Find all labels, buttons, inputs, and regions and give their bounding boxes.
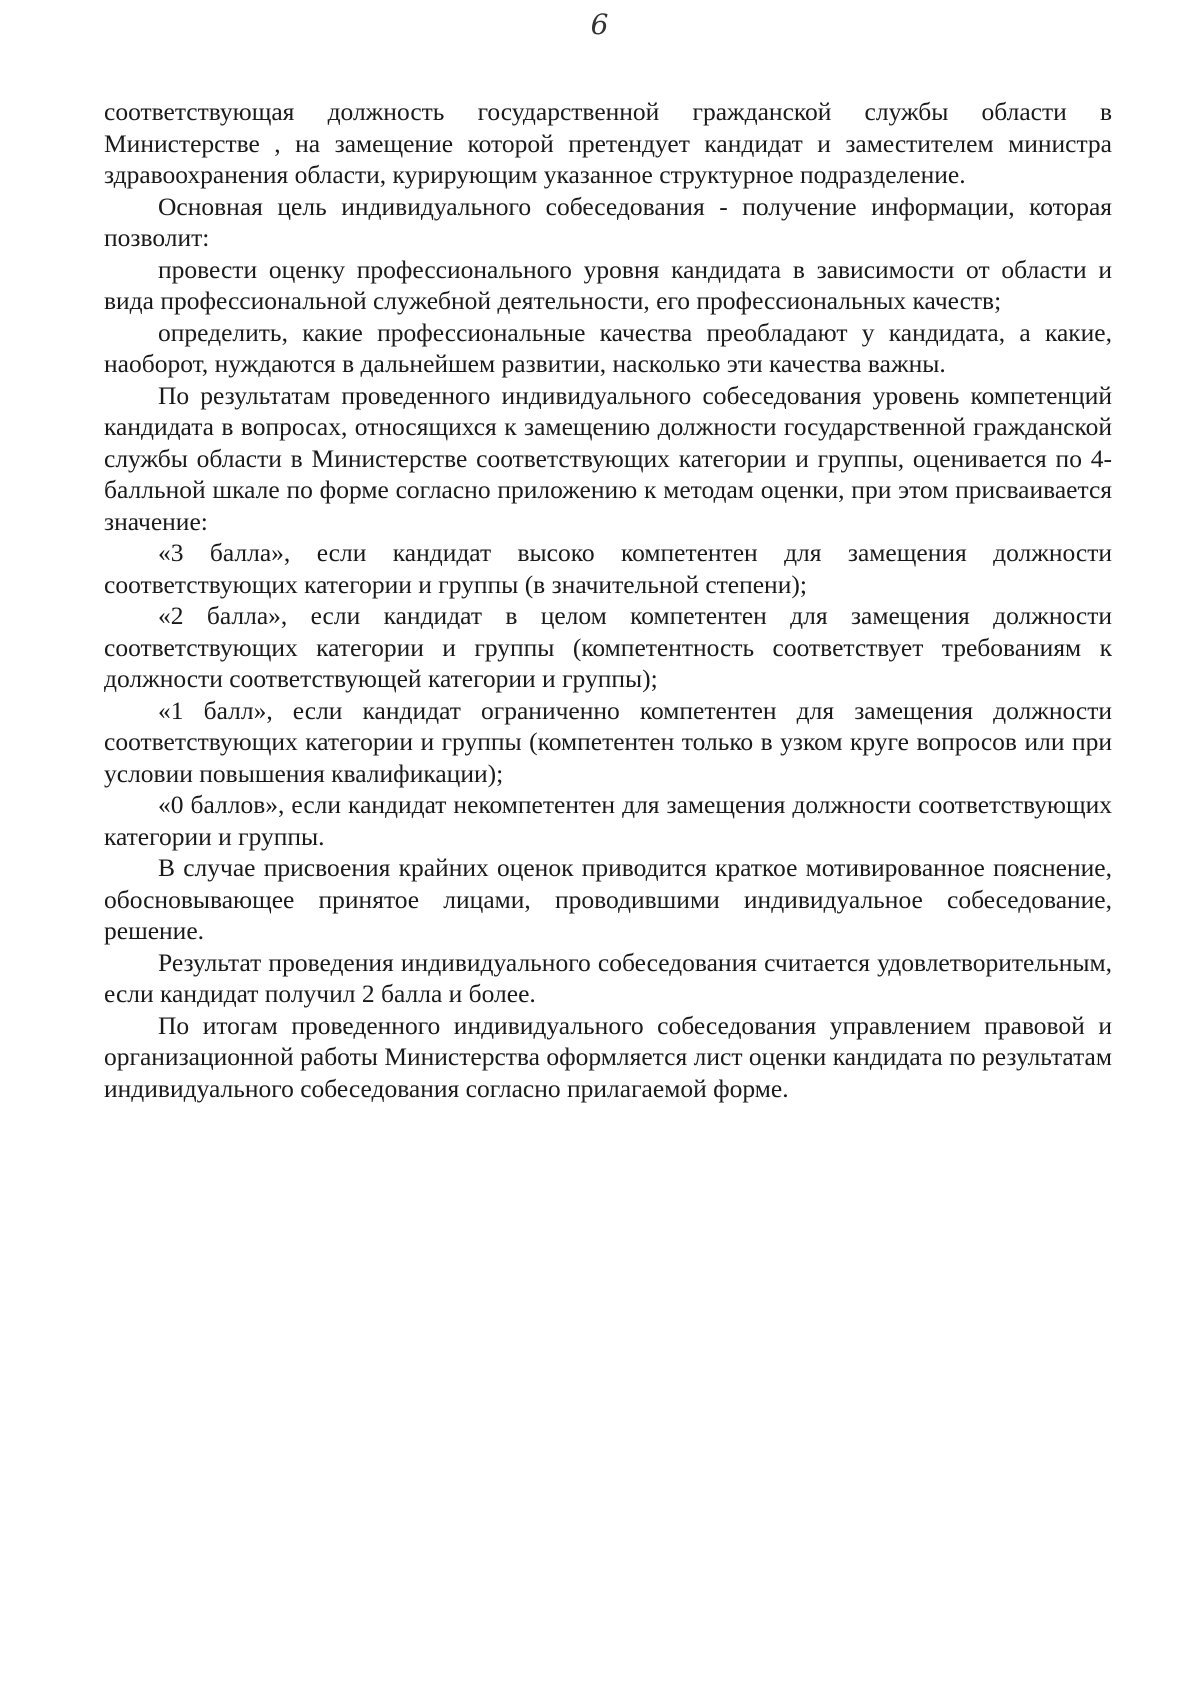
page-number: 6 (590, 8, 610, 41)
paragraph: По итогам проведенного индивидуального собеседования управлением правовой и организационной работы Министерства оформляется лист оценки кандидата по результатам индивидуального собеседования согласно прилагаемой форме. (104, 1010, 1112, 1103)
paragraph: «3 балла», если кандидат высоко компетентен для замещения должности соответствующих категории и группы (в значительной степени); (104, 538, 1112, 599)
paragraph: Основная цель индивидуального собеседования - получение информации, которая позволит: (104, 191, 1112, 252)
paragraph: провести оценку профессионального уровня кандидата в зависимости от области и вида профессиональной служебной деятельности, его профессиональных качеств; (104, 254, 1112, 315)
paragraph: соответствующая должность государственной гражданской службы области в Министерстве , на замещение которой претендует кандидат и заместителем министра здравоохранения области, курирующим указанное структурное подразделение. (104, 97, 1112, 189)
paragraph: В случае присвоения крайних оценок приводится краткое мотивированное пояснение, обосновывающее принятое лицами, проводившими индивидуальное собеседование, решение. (104, 853, 1112, 945)
paragraph: определить, какие профессиональные качества преобладают у кандидата, а какие, наоборот, нуждаются в дальнейшем развитии, насколько эти качества важны. (104, 317, 1112, 378)
paragraph: По результатам проведенного индивидуального собеседования уровень компетенций кандидата в вопросах, относящихся к замещению должности государственной гражданской службы области в Министерстве соответствующих категории и группы, оценивается по 4-балльной шкале по форме согласно приложению к методам оценки, при этом присваивается значение: (104, 380, 1112, 536)
paragraph: «0 баллов», если кандидат некомпетентен для замещения должности соответствующих категории и группы. (104, 790, 1112, 851)
paragraph: «2 балла», если кандидат в целом компетентен для замещения должности соответствующих категории и группы (компетентность соответствует требованиям к должности соответствующей категории и группы); (104, 601, 1112, 693)
paragraph: Результат проведения индивидуального собеседования считается удовлетворительным, если кандидат получил 2 балла и более. (104, 947, 1112, 1008)
paragraph: «1 балл», если кандидат ограниченно компетентен для замещения должности соответствующих категории и группы (компетентен только в узком круге вопросов или при условии повышения квалификации); (104, 695, 1112, 788)
document-body (104, 96, 1112, 1104)
